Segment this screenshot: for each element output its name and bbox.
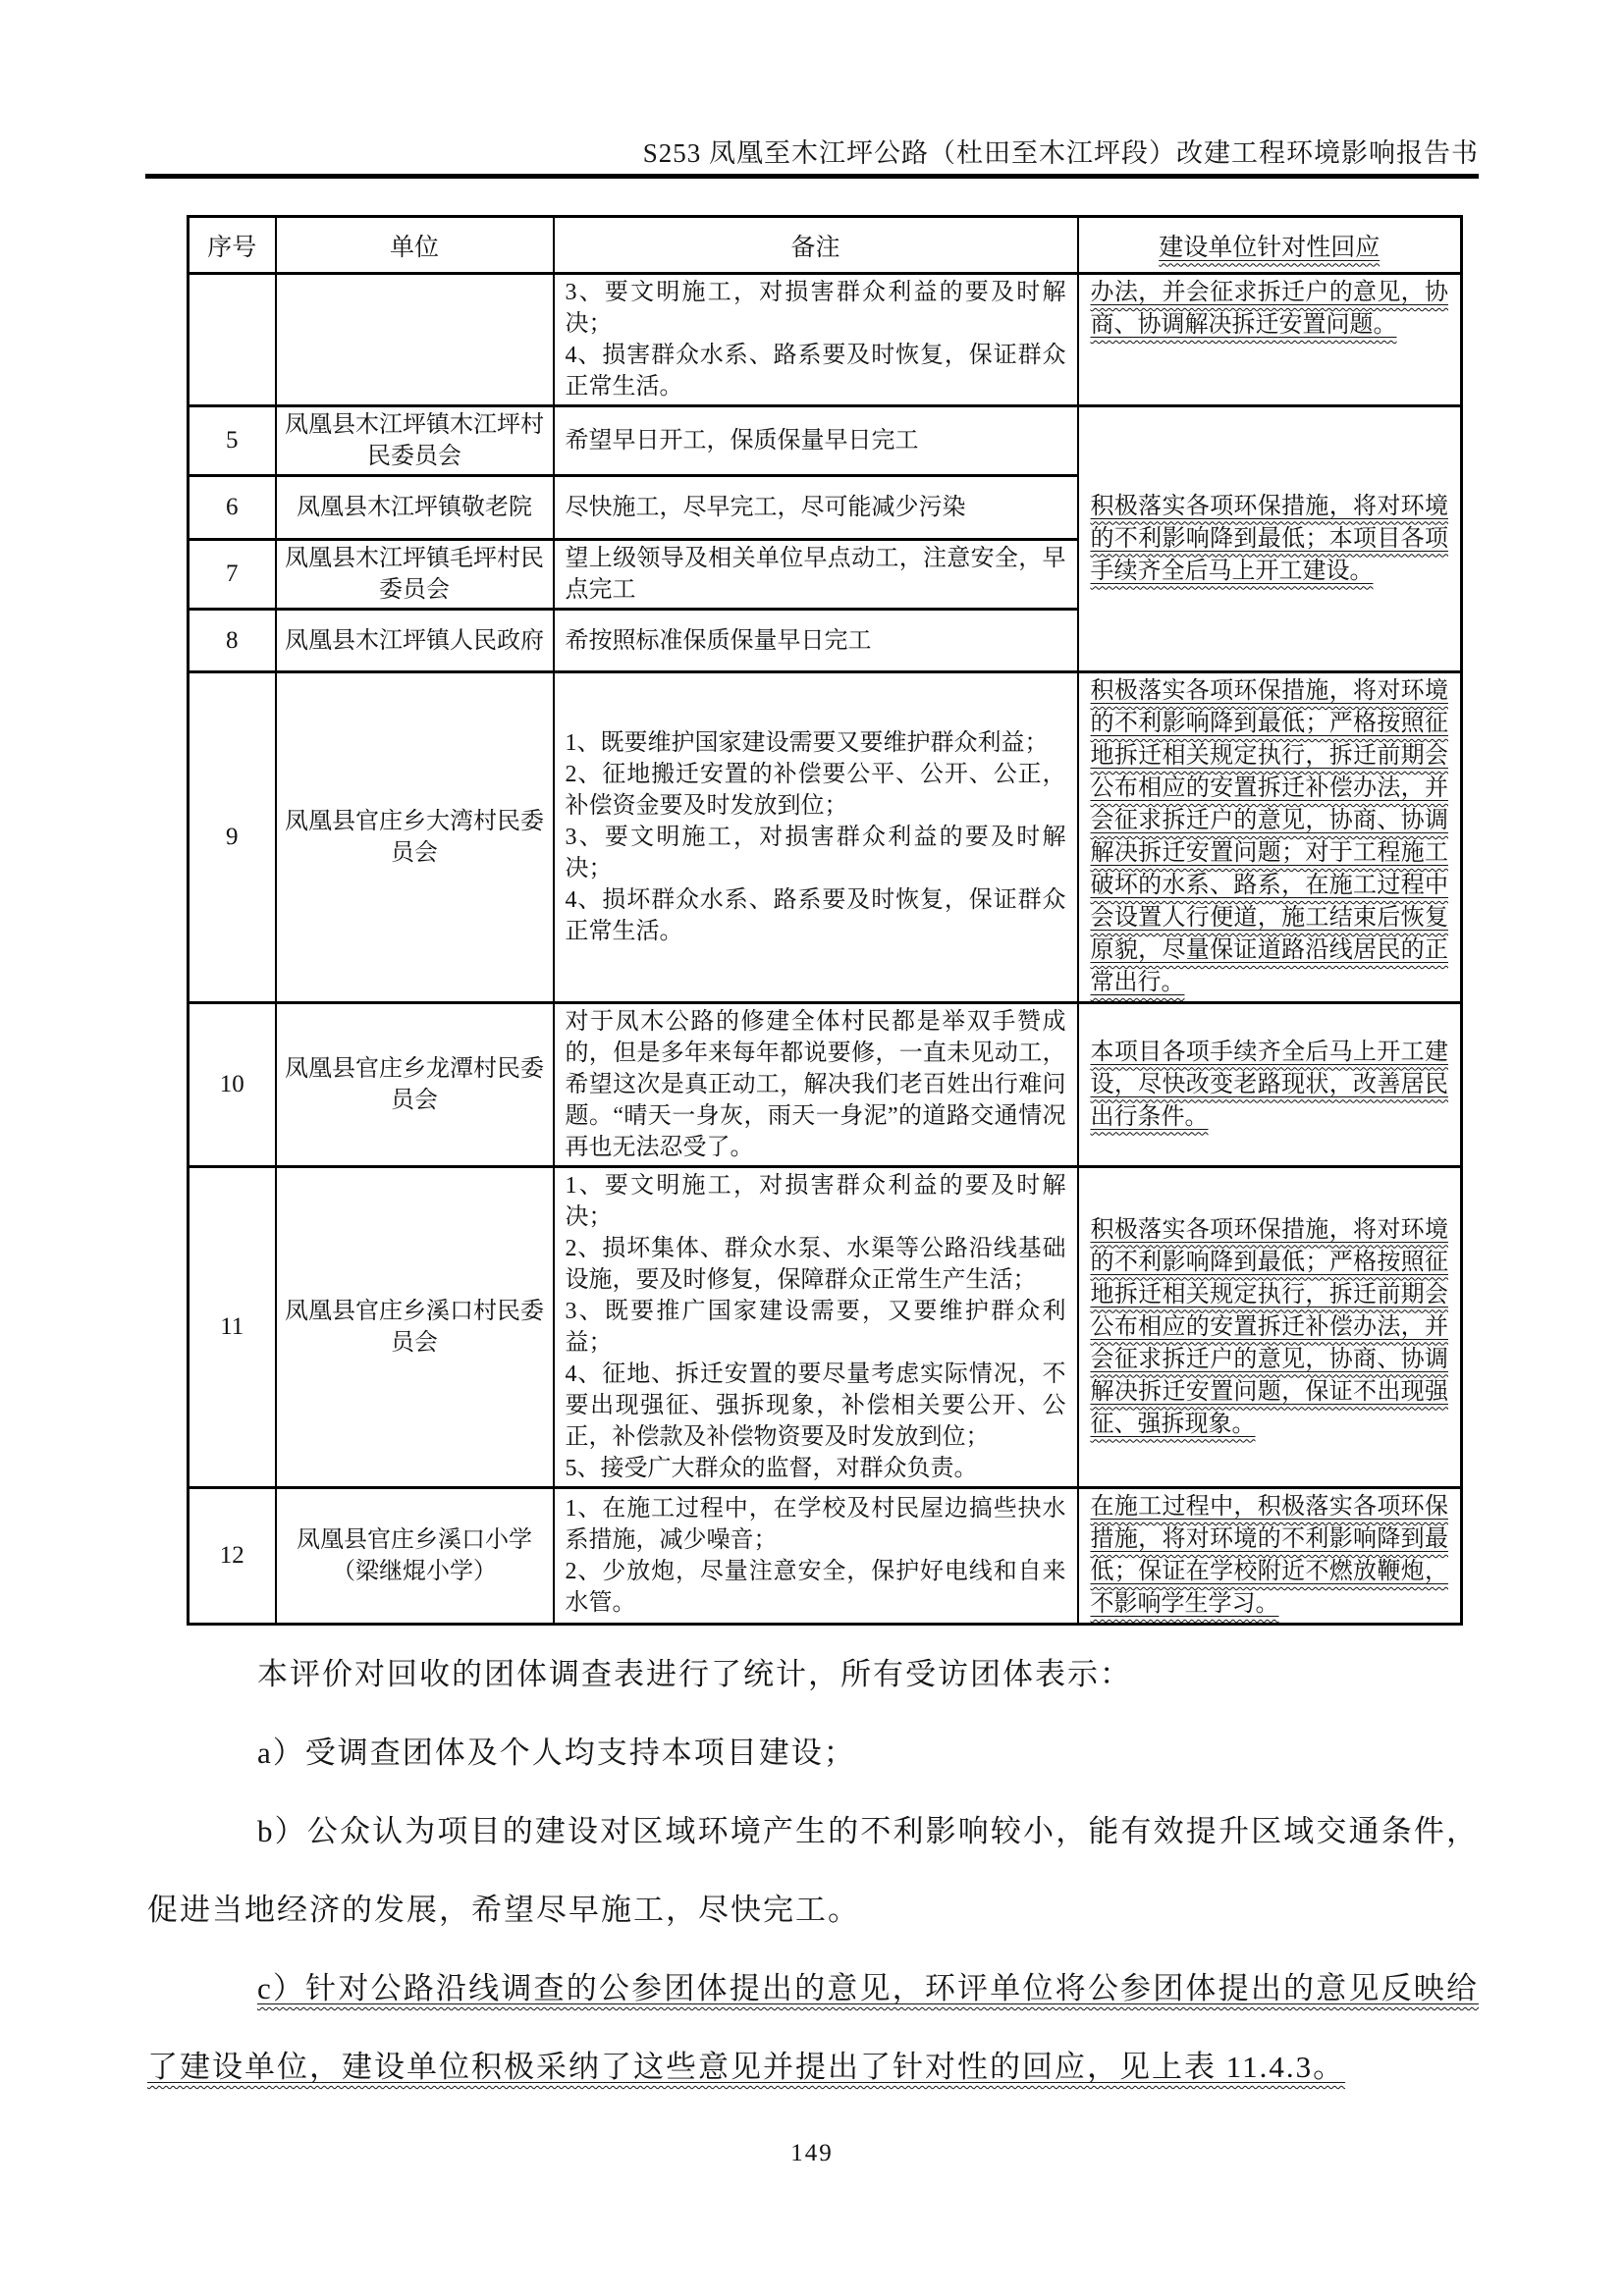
response-text: 办法，并会征求拆迁户的意见，协商、协调解决拆迁安置问题。 xyxy=(1090,280,1448,338)
table-row-12 xyxy=(189,1488,1462,1625)
row-no-cell xyxy=(189,274,276,406)
remark-cell: 对于凤木公路的修建全体村民都是举双手赞成的，但是多年来每年都说要修，一直未见动工，希望这次是真正动工，解决我们老百姓出行难问题。“晴天一身灰，雨天一身泥”的道路交通情况再也无法忍受了。 xyxy=(554,1003,1078,1167)
response-cell xyxy=(1078,1167,1462,1488)
row-no-cell: 12 xyxy=(189,1488,276,1625)
remark-cell: 希望早日开工，保质保量早日完工 xyxy=(554,406,1078,476)
unit-cell: 凤凰县官庄乡大湾村民委员会 xyxy=(276,672,554,1003)
unit-cell: 凤凰县官庄乡溪口小学（梁继焜小学） xyxy=(276,1488,554,1625)
row-no-cell: 6 xyxy=(189,476,276,540)
table-header-row xyxy=(189,217,1462,274)
response-text: 积极落实各项环保措施，将对环境的不利影响降到最低；严格按照征地拆迁相关规定执行，拆迁前期会公布相应的安置拆迁补偿办法，并会征求拆迁户的意见，协商、协调解决拆迁安置问题；对于工程施工破坏的水系、路系，在施工过程中会设置人行便道，施工结束后恢复原貌，尽量保证道路沿线居民的正常出行。 xyxy=(1090,678,1448,995)
paragraph-c-text: c）针对公路沿线调查的公参团体提出的意见，环评单位将公参团体提出的意见反映给了建设单位，建设单位积极采纳了这些意见并提出了针对性的回应，见上表 11.4.3。 xyxy=(147,1971,1479,2084)
body-text xyxy=(147,1635,1479,2107)
row-no-cell: 5 xyxy=(189,406,276,476)
col-header-response-label: 建设单位针对性回应 xyxy=(1159,234,1380,261)
row-no-cell: 10 xyxy=(189,1003,276,1167)
response-text: 积极落实各项环保措施，将对环境的不利影响降到最低；本项目各项手续齐全后马上开工建设。 xyxy=(1090,493,1448,584)
row-no-cell: 9 xyxy=(189,672,276,1003)
row-no-cell: 7 xyxy=(189,540,276,610)
report-header-title: S253 凤凰至木江坪公路（杜田至木江坪段）改建工程环境影响报告书 xyxy=(642,138,1479,168)
response-cell xyxy=(1078,1003,1462,1167)
unit-cell: 凤凰县木江坪镇毛坪村民委员会 xyxy=(276,540,554,610)
public-opinion-response-table xyxy=(187,215,1463,1626)
response-text: 本项目各项手续齐全后马上开工建设，尽快改变老路现状，改善居民出行条件。 xyxy=(1090,1039,1448,1130)
row-no-cell: 11 xyxy=(189,1167,276,1488)
table-row-5 xyxy=(189,406,1462,476)
response-cell xyxy=(1078,672,1462,1003)
col-header-unit: 单位 xyxy=(276,217,554,274)
remark-cell: 望上级领导及相关单位早点动工，注意安全，早点完工 xyxy=(554,540,1078,610)
remark-cell: 尽快施工，尽早完工，尽可能减少污染 xyxy=(554,476,1078,540)
unit-cell xyxy=(276,274,554,406)
remark-cell: 3、要文明施工，对损害群众利益的要及时解决； 4、损害群众水系、路系要及时恢复，保证群众正常生活。 xyxy=(554,274,1078,406)
response-cell xyxy=(1078,1488,1462,1625)
remark-cell: 1、在施工过程中，在学校及村民屋边搞些抉水系措施，减少噪音； 2、少放炮，尽量注意安全，保护好电线和自来水管。 xyxy=(554,1488,1078,1625)
response-text: 积极落实各项环保措施，将对环境的不利影响降到最低；严格按照征地拆迁相关规定执行，拆迁前期会公布相应的安置拆迁补偿办法，并会征求拆迁户的意见，协商、协调解决拆迁安置问题，保证不出现强征、强拆现象。 xyxy=(1090,1216,1448,1437)
table-row-10 xyxy=(189,1003,1462,1167)
paragraph-intro: 本评价对回收的团体调查表进行了统计，所有受访团体表示： xyxy=(257,1657,1132,1691)
remark-cell: 希按照标准保质保量早日完工 xyxy=(554,610,1078,672)
unit-cell: 凤凰县木江坪镇人民政府 xyxy=(276,610,554,672)
unit-cell: 凤凰县木江坪镇木江坪村民委员会 xyxy=(276,406,554,476)
header-rule xyxy=(145,174,1479,179)
table-row-9 xyxy=(189,672,1462,1003)
col-header-remark: 备注 xyxy=(554,217,1078,274)
paragraph-a: a）受调查团体及个人均支持本项目建设； xyxy=(257,1735,856,1770)
table-row-11 xyxy=(189,1167,1462,1488)
response-cell xyxy=(1078,274,1462,406)
paragraph-c xyxy=(147,1949,1479,2107)
row-no-cell: 8 xyxy=(189,610,276,672)
remark-cell: 1、要文明施工，对损害群众利益的要及时解决； 2、损坏集体、群众水泵、水渠等公路沿线基础设施，要及时修复，保障群众正常生产生活； 3、既要推广国家建设需要，又要维护群众利益； 4、征地、拆迁安置的要尽量考虑实际情况，不要出现强征、强拆现象，补偿相关要公开、公正，补偿款及补偿物资要及时发放到位； 5、接受广大群众的监督，对群众负责。 xyxy=(554,1167,1078,1488)
remark-cell: 1、既要维护国家建设需要又要维护群众利益； 2、征地搬迁安置的补偿要公平、公开、公正，补偿资金要及时发放到位； 3、要文明施工，对损害群众利益的要及时解决； 4、损坏群众水系、路系要及时恢复，保证群众正常生活。 xyxy=(554,672,1078,1003)
col-header-no: 序号 xyxy=(189,217,276,274)
response-cell-merged-5-8 xyxy=(1078,406,1462,672)
page-number: 149 xyxy=(790,2140,834,2166)
response-text: 在施工过程中，积极落实各项环保措施，将对环境的不利影响降到最低；保证在学校附近不燃放鞭炮，不影响学生学习。 xyxy=(1090,1494,1448,1617)
unit-cell: 凤凰县官庄乡溪口村民委员会 xyxy=(276,1167,554,1488)
paragraph-b: b）公众认为项目的建设对区域环境产生的不利影响较小，能有效提升区域交通条件，促进当地经济的发展，希望尽早施工，尽快完工。 xyxy=(147,1814,1479,1927)
table-row-continued xyxy=(189,274,1462,406)
col-header-response xyxy=(1078,217,1462,274)
unit-cell: 凤凰县官庄乡龙潭村民委员会 xyxy=(276,1003,554,1167)
unit-cell: 凤凰县木江坪镇敬老院 xyxy=(276,476,554,540)
